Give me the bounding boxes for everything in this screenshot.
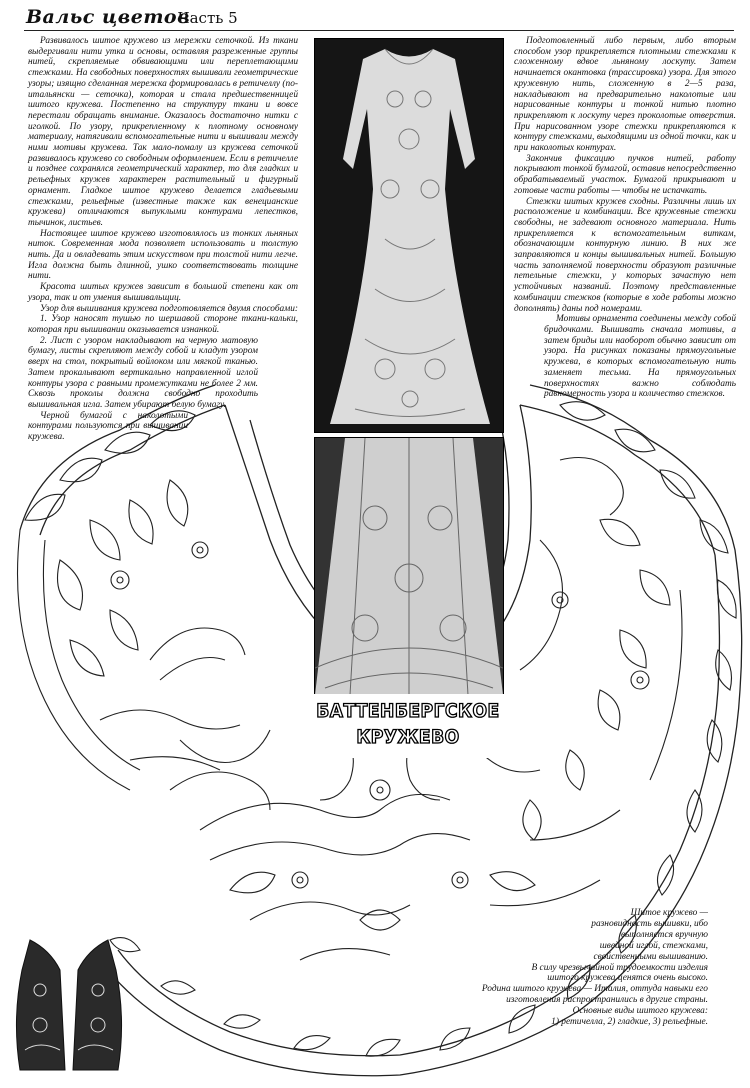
paragraph: Подготовленный либо первым, либо вторым способом узор прикрепляется плотными стежками к сложенному вдвое льняному лоскуту. Затем начинается окантовка (трассировка) узора. Для этого кружевную нить, сложенную в 2—5 раза, накладывают на предварительно наколотые или нарисованные контуры и тонкой нитью плотно прикрепляют к лоскуту через проколотые отверстия. При нарисованном узоре стежки прикрепляются к контуру стежками, выходящими из одной точки, как и при наколотых контурах. [514,36,736,154]
paragraph: 2. Лист с узором накладывают на черную матовую бумагу, листы скрепляют между собой и кладут узором вверх на стол, покрытый войлоком или мягкой тканью. Затем прокалывают вертикально направленной иглой контуры узора с равными промежутками не более 2 мм. Сквозь проколы должна свободно проходить вышивальная игла. Затем убирают белую бумагу. [28,335,258,410]
caption-block [481,908,708,1028]
lace-dress-photo [314,38,504,433]
paragraph: Развивалось шитое кружево из мережки сеточкой. Из ткани выдергивали нити утка и основы, оставляя разреженные группы нитей, скрепляемые обвивающими или переплетающими стежками. На свободных поверхностях вышивали геометрические узоры; изящно сделанная мережка формировалась в ретичеллу (по-итальянски — сеточка), которая и стала предшественницей шитого кружева. Постепенно на структуру ткани и вовсе перестали обращать внимание. Оказалось достаточно нитки с иголкой. По узору, прикрепленному к плотному основному материалу, натягивали вспомогательные нити и вышивали между ними мотивы кружева. Так мало-помалу из кружева сеточкой развивалось кружево со свободным оформлением. Если в ретичелле и позднее сохранялся геометрический характер, то для гладких и рельефных кружев характерен растительный и фигурный орнамент. Гладкое шитое кружево делается гладьевыми стежками, рельефные (известные также как венецианские кружева) отличаются выпуклыми контурами лепестков, тычинок, листьев. [28,36,298,228]
caption-paragraph: 1) ретичелла, 2) гладкие, 3) рельефные. [551,1017,708,1028]
caption-paragraph: Основные виды шитого кружева: [572,1006,708,1017]
badge-line-2: КРУЖЕВО [356,726,460,748]
page-header [0,0,750,30]
caption-paragraph: В силу чрезвычайной трудоемкости изделия шитого кружева ценятся очень высоко. [531,962,708,984]
paragraph: Красота шитых кружев зависит в большой степени как от узора, так и от умения вышивальщиц. [28,282,298,303]
paragraph: 1. Узор наносят тушью по шершавой стороне ткани-кальки, которая при вышивании оказывается изнанкой. [28,314,298,335]
caption-paragraph: Родина шитого кружева — Италия, оттуда навыки его изготовления распространились в другие страны. [481,984,708,1006]
magazine-title: Вальс цветов [26,6,191,28]
caption-paragraph: Шитое кружево — разновидность вышивки, ибо выполняется вручную швейной иглой, стежками, свойственными вышиванию. [591,908,708,962]
paragraph: Черной бумагой с наколотыми контурами пользуются при вышивании кружева. [28,410,188,443]
badge-line-1: БАТТЕНБЕРГСКОЕ [316,700,500,722]
title-badge [312,694,504,758]
paragraph: Мотивы орнамента соединены между собой бридочками. Вышивать сначала мотивы, а затем бриды или наоборот обычно зависит от узора. На рисунках показаны прямоугольные кружева, в которых вспомогательную нить заменяет тесьма. На прямоугольных поверхностях важно соблюдать равномерность узора и количество стежков. [544,314,736,400]
paragraph: Настоящее шитое кружево изготовлялось из тонких льняных ниток. Современная мода позволяет использовать и толстую нить. Да и овладевать этим искусством при толстой нити легче. Игла должна быть длинной, ушко соответствовать толщине нити. [28,228,298,282]
lace-skirt-photo [314,437,504,696]
paragraph: Узор для вышивания кружева подготовляется двумя способами: [40,303,298,314]
paragraph: Закончив фиксацию пучков нитей, работу покрывают тонкой бумагой, оставив непосредственно обрабатываемый участок. Бумагой прикрывают и готовые части работы — чтобы не испачкать. [514,153,736,196]
right-text-column [514,36,736,400]
paragraph: Стежки шитых кружев сходны. Различны лишь их расположение и комбинации. Все кружевные стежки свободны, не задевают основного материала. Нить прикрепляется к вспомогательным виткам, обозначающим контурную линию. В них же заправляются и концы вышивальных нитей. Большую часть заполняемой поверхности образуют различные петельные стежки, у которых зачастую нет устойчивых названий. Поэтому представленные комбинации стежков (которые в ходе работы можно дополнять) даны под номерами. [514,196,736,314]
left-text-column [28,36,298,443]
part-label: Часть 5 [178,9,238,27]
lace-vest-illustration [10,930,128,1078]
header-rule [24,30,734,31]
